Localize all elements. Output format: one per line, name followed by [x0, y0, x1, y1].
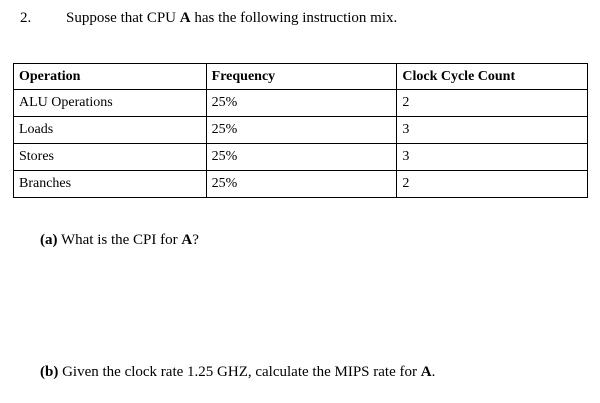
part-a-suffix: ?	[192, 232, 199, 248]
cell-frequency: 25%	[206, 171, 397, 198]
part-a-bold: A	[181, 232, 193, 248]
part-a-label: (a)	[40, 232, 58, 248]
cell-frequency: 25%	[206, 144, 397, 171]
part-b-label: (b)	[40, 364, 59, 380]
cell-clock-cycles: 2	[397, 90, 588, 117]
header-clock-cycle-count: Clock Cycle Count	[397, 64, 588, 90]
header-frequency: Frequency	[206, 64, 397, 90]
table-row	[14, 90, 588, 117]
question-text-bold: A	[179, 10, 191, 26]
part-b-question	[40, 364, 435, 381]
part-b-bold: A	[420, 364, 432, 380]
cell-operation: Branches	[14, 171, 207, 198]
table-row	[14, 117, 588, 144]
part-a-text: What is the CPI for	[57, 232, 182, 248]
question-number: 2.	[20, 10, 32, 26]
cell-clock-cycles: 2	[397, 171, 588, 198]
table-header-row	[14, 64, 588, 90]
question-text-suffix: has the following instruction mix.	[190, 10, 398, 26]
cell-operation: ALU Operations	[14, 90, 207, 117]
question-text	[66, 10, 397, 27]
cell-frequency: 25%	[206, 117, 397, 144]
question-text-prefix: Suppose that CPU	[66, 10, 180, 26]
table-row	[14, 144, 588, 171]
part-b-text: Given the clock rate 1.25 GHZ, calculate the MIPS rate for	[58, 364, 421, 380]
cell-operation: Stores	[14, 144, 207, 171]
part-a-question	[40, 232, 199, 249]
table-row	[14, 171, 588, 198]
cell-operation: Loads	[14, 117, 207, 144]
header-operation: Operation	[14, 64, 207, 90]
cell-clock-cycles: 3	[397, 144, 588, 171]
cell-clock-cycles: 3	[397, 117, 588, 144]
part-b-suffix: .	[431, 364, 436, 380]
instruction-mix-table	[13, 63, 588, 198]
cell-frequency: 25%	[206, 90, 397, 117]
